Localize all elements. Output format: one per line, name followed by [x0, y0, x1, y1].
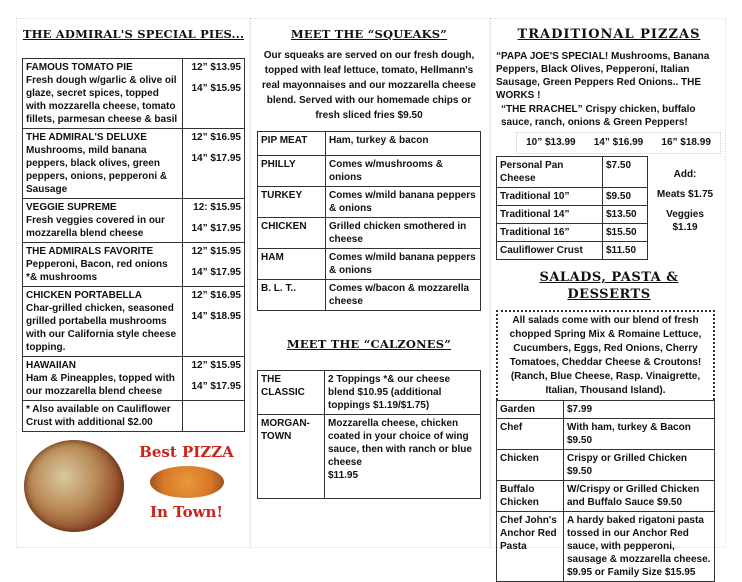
item-name: TURKEY [258, 186, 326, 217]
item-name: Traditional 14” [497, 205, 603, 223]
table-row [258, 131, 481, 155]
item-price: $13.50 [603, 205, 648, 223]
item-desc: Fresh veggies covered in our mozzarella blend cheese [26, 214, 165, 239]
table-row [258, 414, 481, 498]
item-name: Personal Pan Cheese [497, 156, 603, 187]
sizes-row [516, 132, 721, 154]
item-desc: Grilled chicken smothered in cheese [326, 217, 481, 248]
item-name: FAMOUS TOMATO PIE [26, 61, 133, 73]
price-12: 12” $15.95 [191, 359, 241, 371]
item-name: Cauliflower Crust [497, 241, 603, 259]
admiral-table [22, 58, 245, 432]
table-row [258, 186, 481, 217]
price-12: 12” $13.95 [191, 61, 241, 73]
table-row [497, 187, 648, 205]
table-row [497, 418, 715, 449]
item-name: CHICKEN PORTABELLA [26, 289, 142, 301]
price-14: 14” $17.95 [191, 222, 241, 234]
salads-title: SALADS, PASTA & DESSERTS [539, 269, 679, 302]
item-price: $9.50 [603, 187, 648, 205]
item-desc: Comes w/mushrooms & onions [326, 155, 481, 186]
price-14: 14” $17.95 [191, 152, 241, 164]
table-row [23, 286, 245, 356]
cauliflower-note: * Also available on Cauliflower Crust with additional $2.00 [23, 400, 183, 431]
add-veggies: Veggies $1.19 [666, 208, 704, 233]
squeaks-title: MEET THE “SQUEAKS” [290, 27, 448, 41]
traditional-table [496, 156, 648, 260]
size-16-price: 16” $18.99 [661, 137, 711, 149]
table-row [497, 223, 648, 241]
item-desc: W/Crispy or Grilled Chicken and Buffalo Sauce $9.50 [564, 480, 715, 511]
item-name: Chicken [497, 449, 564, 480]
item-desc: Ham & Pineapples, topped with our mozzarella blend cheese [26, 372, 175, 397]
table-row [23, 128, 245, 198]
admiral-title: THE ADMIRAL'S SPECIAL PIES... [22, 27, 245, 41]
add-ons [648, 156, 722, 234]
table-row [23, 58, 245, 128]
traditional-prices-row [496, 156, 722, 260]
add-meats: Meats $1.75 [656, 188, 714, 200]
salads-intro: All salads come with our blend of fresh chopped Spring Mix & Romaine Lettuce, Cucumbers, Eggs, Red Onions, Cherry Tomatoes, Cheddar Cheese & Croutons! (Ranch, Blue Cheese, Rasp. Vinaigrette, Italian, Thousand Island). [496, 310, 715, 400]
item-name: B. L. T.. [258, 279, 326, 310]
add-label: Add: [673, 168, 697, 180]
item-name: Chef [497, 418, 564, 449]
size-14-price: 14” $16.99 [593, 137, 644, 149]
item-desc: Comes w/mild banana peppers & onions [326, 186, 481, 217]
item-name: Traditional 16” [497, 223, 603, 241]
item-name: Garden [497, 400, 564, 418]
price-14: 14” $15.95 [191, 82, 241, 94]
the-rrachel-special: “THE RRACHEL” Crispy chicken, buffalo sauce, ranch, onions & Green Peppers! [501, 103, 696, 128]
item-price: $15.50 [603, 223, 648, 241]
item-name: THE ADMIRAL'S DELUXE [26, 131, 147, 143]
table-row [497, 511, 715, 581]
table-row [497, 205, 648, 223]
papa-joes-special: “PAPA JOE'S SPECIAL! Mushrooms, Banana Peppers, Black Olives, Pepperoni, Italian Sausage, Green Peppers Red Onions.. THE WORKS ! [496, 50, 710, 101]
item-name: PIP MEAT [258, 131, 326, 155]
table-row [23, 400, 245, 431]
traditional-column [496, 27, 722, 582]
price-12: 12” $15.95 [191, 245, 241, 257]
item-desc: Ham, turkey & bacon [326, 131, 481, 155]
price-14: 14” $18.95 [191, 310, 241, 322]
price-14: 14” $17.95 [191, 266, 241, 278]
table-row [497, 241, 648, 259]
pizza-photo [24, 440, 124, 532]
price-12: 12” $16.95 [191, 131, 241, 143]
item-name: VEGGIE SUPREME [26, 201, 117, 213]
item-name: PHILLY [258, 155, 326, 186]
table-row [23, 356, 245, 400]
item-desc: Comes w/mild banana peppers & onions [326, 248, 481, 279]
item-name: MORGAN-TOWN [258, 414, 325, 498]
table-row [497, 400, 715, 418]
calzones-title: MEET THE “CALZONES” [286, 336, 452, 351]
item-desc: With ham, turkey & Bacon $9.50 [564, 418, 715, 449]
item-desc: 2 Toppings *& our cheese blend $10.95 (additional toppings $1.19/$1.75) [325, 370, 481, 414]
salads-table [496, 400, 715, 582]
table-row [258, 155, 481, 186]
table-row [258, 248, 481, 279]
traditional-title: TRADITIONAL PIZZAS [517, 27, 701, 42]
item-price: $11.50 [603, 241, 648, 259]
item-name: Chef John's Anchor Red Pasta [497, 511, 564, 581]
table-row [497, 156, 648, 187]
item-desc: Mushrooms, mild banana peppers, black olives, green peppers, onions, pepperoni & Sausage [26, 144, 168, 195]
item-name: THE ADMIRALS FAVORITE [26, 245, 154, 257]
squeaks-table [257, 131, 481, 311]
table-row [497, 480, 715, 511]
table-row [258, 370, 481, 414]
item-name: HAM [258, 248, 326, 279]
table-row [258, 279, 481, 310]
squeaks-column [257, 27, 481, 499]
item-desc: Char-grilled chicken, seasoned grilled portabella mushrooms with our California style cheese topping. [26, 302, 177, 353]
squeaks-intro: Our squeaks are served on our fresh dough, topped with leaf lettuce, tomato, Hellmann's real mayonnaises and our mozzarella cheese blend. Served with our homemade chips or fresh sliced fries $9.50 [262, 49, 476, 121]
price-12: 12” $16.95 [191, 289, 241, 301]
item-name: Buffalo Chicken [497, 480, 564, 511]
price-14: 14” $17.95 [191, 380, 241, 392]
item-name: CHICKEN [258, 217, 326, 248]
item-name: THE CLASSIC [258, 370, 325, 414]
item-name: Traditional 10” [497, 187, 603, 205]
admiral-column [22, 27, 245, 534]
item-name: HAWAIIAN [26, 359, 76, 371]
table-row [23, 242, 245, 286]
images-row [22, 438, 245, 534]
item-desc: Pepperoni, Bacon, red onions *& mushrooms [26, 258, 168, 283]
price-12: 12: $15.95 [193, 201, 241, 213]
size-10-price: 10” $13.99 [526, 137, 576, 149]
item-price: $11.95 [328, 469, 359, 481]
item-price: $7.50 [603, 156, 648, 187]
calzones-table [257, 370, 481, 499]
best-pizza-logo: Best PIZZA In Town! [139, 442, 234, 521]
item-desc: A hardy baked rigatoni pasta tossed in our Anchor Red sauce, with pepperoni, sausage & mozzarella cheese. $9.95 or Family Size $15.95 [564, 511, 715, 581]
table-row [497, 449, 715, 480]
item-desc: Comes w/bacon & mozzarella cheese [326, 279, 481, 310]
item-desc: $7.99 [564, 400, 715, 418]
item-desc: Mozzarella cheese, chicken coated in your choice of wing sauce, then with ranch or blue cheese [328, 417, 472, 468]
item-desc: Crispy or Grilled Chicken $9.50 [564, 449, 715, 480]
table-row [23, 198, 245, 242]
table-row [258, 217, 481, 248]
item-desc: Fresh dough w/garlic & olive oil glaze, secret spices, topped with mozzarella cheese, tomato fillets, parmesan cheese & basil [26, 74, 178, 125]
